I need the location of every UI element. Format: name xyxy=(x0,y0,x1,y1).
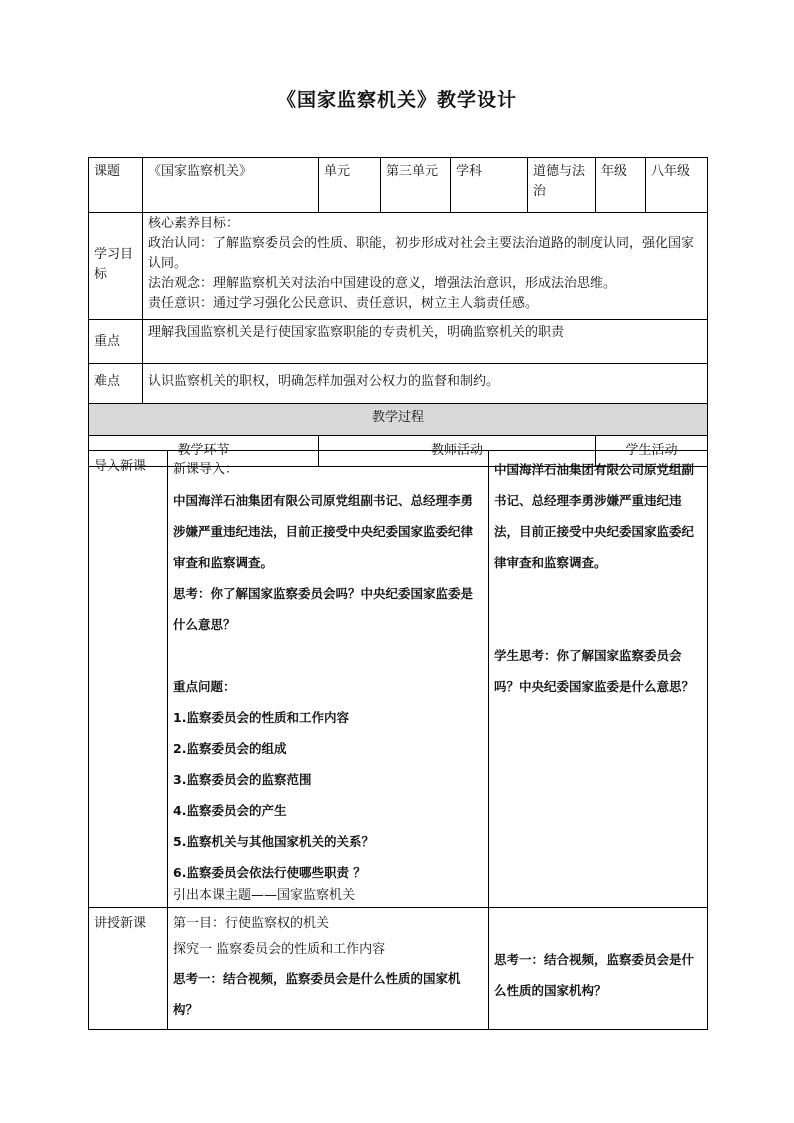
difficulty-label: 难点 xyxy=(89,364,143,404)
goals-line: 责任意识：通过学习强化公民意识、责任意识，树立主人翁责任感。 xyxy=(148,296,539,311)
intro-teacher-last: 引出本课主题——国家监察机关 xyxy=(173,888,356,903)
intro-key-item: 1.监察委员会的性质和工作内容 xyxy=(173,710,349,725)
lecture-teacher-line: 探究一 监察委员会的性质和工作内容 xyxy=(173,942,386,957)
student-column-header: 学生活动 xyxy=(596,436,708,467)
lecture-stage: 讲授新课 xyxy=(89,908,168,1030)
key-point-row xyxy=(89,320,708,364)
intro-key-item: 6.监察委员会依法行使哪些职责 ？ xyxy=(173,865,366,880)
subject-label: 学科 xyxy=(451,158,528,213)
intro-teacher-news: 中国海洋石油集团有限公司原党组副书记、总经理李勇涉嫌严重违纪违法，目前正接受中央纪委国家监委纪律审查和监察调查。 xyxy=(173,493,474,570)
lecture-student xyxy=(489,908,708,1030)
topic-value: 《国家监察机关》 xyxy=(143,158,319,213)
lecture-row xyxy=(89,908,708,1030)
intro-student xyxy=(489,451,708,908)
intro-student-news: 中国海洋石油集团有限公司原党组副书记、总经理李勇涉嫌严重违纪违法，目前正接受中央纪委国家监委纪律审查和监察调查。 xyxy=(494,462,695,570)
grade-value: 八年级 xyxy=(646,158,708,213)
key-point-label: 重点 xyxy=(89,320,143,364)
lecture-student-think: 思考一：结合视频，监察委员会是什么性质的国家机构？ xyxy=(494,952,695,998)
difficulty-text: 认识监察机关的职权，明确怎样加强对公权力的监督和制约。 xyxy=(143,364,708,404)
lecture-teacher xyxy=(168,908,489,1030)
intro-teacher-think: 思考：你了解国家监察委员会吗？中央纪委国家监委是什么意思？ xyxy=(173,586,474,632)
lesson-plan-table xyxy=(88,157,708,467)
key-point-text: 理解我国监察机关是行使国家监察职能的专责机关，明确监察机关的职责 xyxy=(143,320,708,364)
intro-student-think: 学生思考：你了解国家监察委员会吗？中央纪委国家监委是什么意思？ xyxy=(494,648,695,694)
difficulty-row xyxy=(89,364,708,404)
intro-teacher xyxy=(168,451,489,908)
goals-row xyxy=(89,213,708,320)
header-row xyxy=(89,158,708,213)
goals-line: 法治观念：理解监察机关对法治中国建设的意义，增强法治意识，形成法治思维。 xyxy=(148,276,617,291)
subject-value: 道德与法治 xyxy=(528,158,596,213)
process-header: 教学过程 xyxy=(89,404,708,436)
intro-key-title: 重点问题： xyxy=(173,679,236,694)
stage-column-header: 教学环节 xyxy=(89,436,319,467)
process-table xyxy=(88,450,708,1030)
intro-teacher-first: 新课导入： xyxy=(173,462,239,477)
goals-label: 学习目标 xyxy=(89,213,143,320)
intro-key-item: 2.监察委员会的组成 xyxy=(173,741,287,756)
intro-row xyxy=(89,451,708,908)
unit-label: 单元 xyxy=(319,158,381,213)
goals-line: 政治认同：了解监察委员会的性质、职能，初步形成对社会主要法治道路的制度认同，强化国家认同。 xyxy=(148,236,695,271)
grade-label: 年级 xyxy=(596,158,646,213)
topic-label: 课题 xyxy=(89,158,143,213)
goals-content xyxy=(143,213,708,320)
intro-key-item: 5.监察机关与其他国家机关的关系？ xyxy=(173,834,374,849)
goals-line: 核心素养目标： xyxy=(148,216,240,231)
document-title: 《国家监察机关》教学设计 xyxy=(276,89,517,111)
lecture-teacher-think: 思考一：结合视频，监察委员会是什么性质的国家机构？ xyxy=(173,971,461,1017)
process-header-row xyxy=(89,404,708,436)
intro-key-item: 4.监察委员会的产生 xyxy=(173,803,287,818)
lecture-teacher-line: 第一目：行使监察权的机关 xyxy=(173,916,330,931)
unit-value: 第三单元 xyxy=(381,158,451,213)
intro-stage: 导入新课 xyxy=(89,451,168,908)
intro-key-item: 3.监察委员会的监察范围 xyxy=(173,772,312,787)
teacher-column-header: 教师活动 xyxy=(319,436,596,467)
